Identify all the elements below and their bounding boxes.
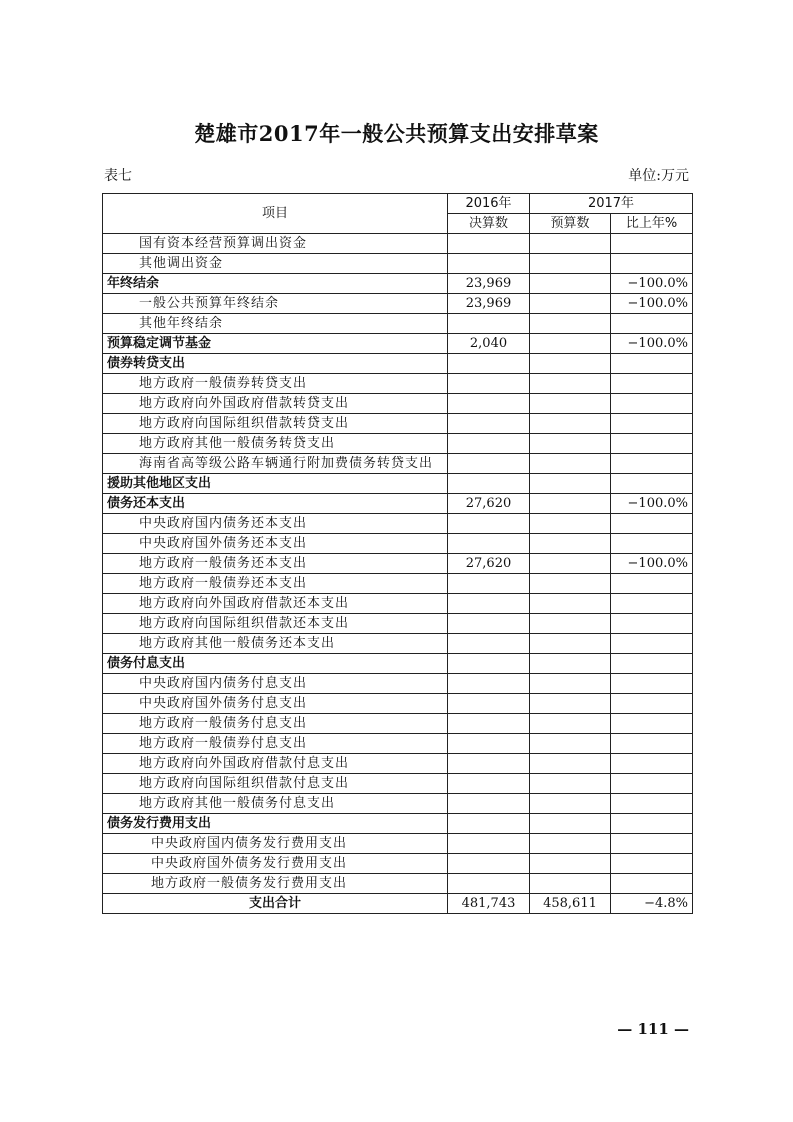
row-2017-budget (530, 374, 611, 394)
row-item-name: 地方政府向外国政府借款转贷支出 (103, 394, 448, 414)
row-item-name: 地方政府向国际组织借款转贷支出 (103, 414, 448, 434)
row-2017-change: −100.0% (611, 554, 693, 574)
row-item-name: 一般公共预算年终结余 (103, 294, 448, 314)
table-row (103, 494, 693, 514)
table-row (103, 874, 693, 894)
row-2017-change (611, 574, 693, 594)
row-item-name: 债务付息支出 (103, 654, 448, 674)
table-row (103, 254, 693, 274)
row-2017-change (611, 594, 693, 614)
row-item-name: 地方政府一般债券还本支出 (103, 574, 448, 594)
row-2017-budget (530, 594, 611, 614)
row-2017-budget (530, 614, 611, 634)
table-label: 表七 (104, 168, 132, 184)
header-2016-actual: 决算数 (448, 214, 530, 234)
row-item-name: 地方政府其他一般债务转贷支出 (103, 434, 448, 454)
row-item-name: 债券转贷支出 (103, 354, 448, 374)
row-2017-change (611, 354, 693, 374)
table-row (103, 574, 693, 594)
table-row (103, 674, 693, 694)
row-2017-budget (530, 814, 611, 834)
row-2017-budget (530, 434, 611, 454)
table-row (103, 294, 693, 314)
row-item-name: 地方政府一般债券转贷支出 (103, 374, 448, 394)
header-2016: 2016年 (448, 194, 530, 214)
row-2017-budget: 458,611 (530, 894, 611, 914)
row-2016-actual (448, 754, 530, 774)
row-2017-change (611, 814, 693, 834)
row-2017-budget (530, 654, 611, 674)
row-item-name: 年终结余 (103, 274, 448, 294)
row-2016-actual: 23,969 (448, 274, 530, 294)
row-2016-actual (448, 614, 530, 634)
row-2017-change (611, 514, 693, 534)
row-2016-actual (448, 434, 530, 454)
row-2017-budget (530, 834, 611, 854)
row-2017-budget (530, 314, 611, 334)
row-2016-actual (448, 354, 530, 374)
row-item-name: 地方政府向国际组织借款还本支出 (103, 614, 448, 634)
table-row (103, 894, 693, 914)
row-item-name: 海南省高等级公路车辆通行附加费债务转贷支出 (103, 454, 448, 474)
header-item: 项目 (103, 194, 448, 234)
row-item-name: 地方政府向国际组织借款付息支出 (103, 774, 448, 794)
row-2016-actual (448, 674, 530, 694)
row-2017-change (611, 414, 693, 434)
table-row (103, 274, 693, 294)
table-body (103, 234, 693, 914)
row-item-name: 中央政府国内债务付息支出 (103, 674, 448, 694)
row-2016-actual (448, 854, 530, 874)
row-2017-budget (530, 454, 611, 474)
row-2016-actual (448, 694, 530, 714)
row-2017-change (611, 314, 693, 334)
table-row (103, 814, 693, 834)
table-row (103, 614, 693, 634)
table-row (103, 414, 693, 434)
budget-table (102, 193, 693, 914)
table-header (103, 194, 693, 234)
row-2017-change: −100.0% (611, 334, 693, 354)
row-item-name: 地方政府一般债务还本支出 (103, 554, 448, 574)
table-row (103, 554, 693, 574)
row-2016-actual (448, 514, 530, 534)
header-2017: 2017年 (530, 194, 693, 214)
row-2017-budget (530, 394, 611, 414)
row-2017-budget (530, 494, 611, 514)
row-2016-actual (448, 594, 530, 614)
row-2016-actual (448, 834, 530, 854)
table-row (103, 634, 693, 654)
row-2017-change (611, 234, 693, 254)
row-2017-change: −100.0% (611, 494, 693, 514)
header-2017-budget: 预算数 (530, 214, 611, 234)
row-item-name: 债务发行费用支出 (103, 814, 448, 834)
row-item-name: 援助其他地区支出 (103, 474, 448, 494)
row-2017-change: −100.0% (611, 274, 693, 294)
row-2016-actual (448, 314, 530, 334)
row-2016-actual (448, 634, 530, 654)
row-2017-change: −4.8% (611, 894, 693, 914)
row-item-name: 中央政府国外债务付息支出 (103, 694, 448, 714)
table-row (103, 374, 693, 394)
row-2016-actual (448, 794, 530, 814)
row-item-name: 中央政府国内债务发行费用支出 (103, 834, 448, 854)
row-2017-change (611, 794, 693, 814)
row-2016-actual (448, 374, 530, 394)
row-2017-change (611, 394, 693, 414)
row-2017-budget (530, 234, 611, 254)
row-2016-actual (448, 534, 530, 554)
row-item-name: 地方政府其他一般债务付息支出 (103, 794, 448, 814)
row-2016-actual: 27,620 (448, 554, 530, 574)
table-row (103, 394, 693, 414)
table-row (103, 714, 693, 734)
row-2017-budget (530, 274, 611, 294)
row-item-name: 预算稳定调节基金 (103, 334, 448, 354)
table-row (103, 854, 693, 874)
row-2017-budget (530, 734, 611, 754)
row-2017-change (611, 874, 693, 894)
row-2017-change (611, 434, 693, 454)
row-2017-budget (530, 694, 611, 714)
table-row (103, 794, 693, 814)
row-2017-change (611, 474, 693, 494)
row-2017-change (611, 774, 693, 794)
row-item-name: 地方政府其他一般债务还本支出 (103, 634, 448, 654)
row-item-name: 地方政府一般债务付息支出 (103, 714, 448, 734)
table-row (103, 234, 693, 254)
row-2017-change (611, 534, 693, 554)
table-row (103, 314, 693, 334)
row-2017-budget (530, 574, 611, 594)
row-item-name: 中央政府国外债务还本支出 (103, 534, 448, 554)
row-2016-actual (448, 234, 530, 254)
unit-label: 单位:万元 (628, 168, 689, 184)
row-2017-change (611, 674, 693, 694)
table-row (103, 534, 693, 554)
table-row (103, 474, 693, 494)
row-2017-budget (530, 474, 611, 494)
row-2017-change (611, 654, 693, 674)
table-row (103, 654, 693, 674)
row-2016-actual: 481,743 (448, 894, 530, 914)
row-item-name: 地方政府向外国政府借款还本支出 (103, 594, 448, 614)
table-row (103, 754, 693, 774)
row-2016-actual (448, 394, 530, 414)
row-2017-budget (530, 674, 611, 694)
row-2017-change (611, 254, 693, 274)
row-2017-change (611, 614, 693, 634)
row-2017-budget (530, 634, 611, 654)
row-item-name: 地方政府一般债券付息支出 (103, 734, 448, 754)
row-2016-actual (448, 774, 530, 794)
row-2016-actual (448, 254, 530, 274)
row-2016-actual (448, 414, 530, 434)
row-2016-actual (448, 574, 530, 594)
row-2017-budget (530, 414, 611, 434)
row-2017-change (611, 694, 693, 714)
row-2017-budget (530, 774, 611, 794)
table-row (103, 834, 693, 854)
table-row (103, 514, 693, 534)
row-2017-change (611, 734, 693, 754)
row-2017-budget (530, 794, 611, 814)
row-item-name: 中央政府国外债务发行费用支出 (103, 854, 448, 874)
row-item-name: 地方政府一般债务发行费用支出 (103, 874, 448, 894)
table-row (103, 434, 693, 454)
row-2017-budget (530, 354, 611, 374)
row-2016-actual: 27,620 (448, 494, 530, 514)
row-2016-actual (448, 874, 530, 894)
row-2017-change (611, 714, 693, 734)
row-2017-budget (530, 514, 611, 534)
row-item-name: 中央政府国内债务还本支出 (103, 514, 448, 534)
row-2017-change (611, 374, 693, 394)
row-item-name: 其他调出资金 (103, 254, 448, 274)
row-2016-actual (448, 714, 530, 734)
row-item-name: 地方政府向外国政府借款付息支出 (103, 754, 448, 774)
row-2017-budget (530, 294, 611, 314)
table-row (103, 694, 693, 714)
row-2017-change (611, 834, 693, 854)
row-2016-actual (448, 734, 530, 754)
document-title: 楚雄市2017年一般公共预算支出安排草案 (194, 121, 599, 146)
row-2016-actual (448, 814, 530, 834)
row-2016-actual (448, 654, 530, 674)
header-2017-change: 比上年% (611, 214, 693, 234)
row-2017-budget (530, 854, 611, 874)
page-number: — 111 — (617, 1020, 689, 1038)
row-item-name: 支出合计 (103, 894, 448, 914)
row-2016-actual (448, 474, 530, 494)
row-2017-budget (530, 534, 611, 554)
row-2017-change (611, 454, 693, 474)
table-row (103, 734, 693, 754)
row-2017-change: −100.0% (611, 294, 693, 314)
row-2017-budget (530, 334, 611, 354)
row-2017-change (611, 754, 693, 774)
row-item-name: 债务还本支出 (103, 494, 448, 514)
row-2016-actual: 23,969 (448, 294, 530, 314)
row-2017-budget (530, 754, 611, 774)
row-item-name: 国有资本经营预算调出资金 (103, 234, 448, 254)
table-row (103, 774, 693, 794)
row-2017-budget (530, 714, 611, 734)
row-2017-change (611, 854, 693, 874)
table-row (103, 354, 693, 374)
row-2017-budget (530, 254, 611, 274)
table-row (103, 454, 693, 474)
table-row (103, 334, 693, 354)
row-item-name: 其他年终结余 (103, 314, 448, 334)
row-2017-change (611, 634, 693, 654)
table-row (103, 594, 693, 614)
row-2016-actual (448, 454, 530, 474)
row-2016-actual: 2,040 (448, 334, 530, 354)
row-2017-budget (530, 554, 611, 574)
row-2017-budget (530, 874, 611, 894)
